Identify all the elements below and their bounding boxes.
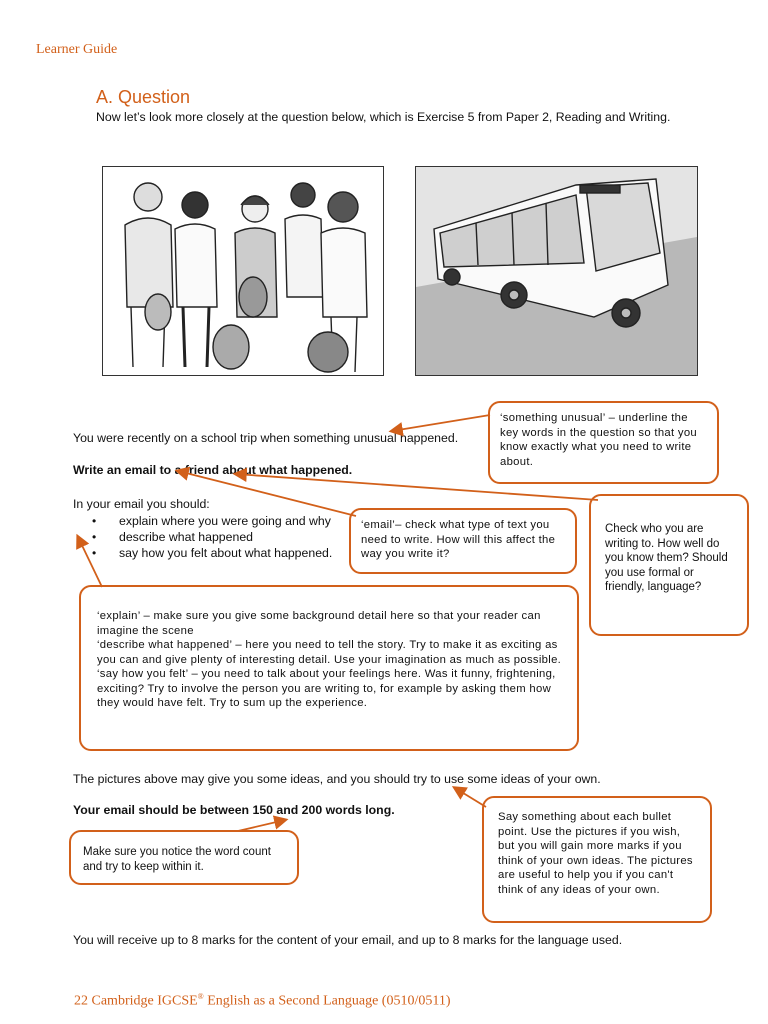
arrow-bullet-point (455, 788, 486, 807)
list-item: • explain where you were going and why (92, 513, 332, 529)
students-illustration (102, 166, 384, 376)
page-footer (74, 992, 451, 1010)
callout-who: Check who you are writing to. How well do you know them? Should you use formal or friendly, language? (589, 494, 749, 636)
callout-word-count: Make sure you notice the word count and try to keep within it. (69, 830, 299, 885)
list-item: • say how you felt about what happened. (92, 545, 332, 561)
section-title: A. Question (96, 87, 191, 107)
callout-explain-text-3: ‘say how you felt’ – you need to talk about your feelings here. Was it funny, frightening, exciting? Try to involve the person you are writing to, for example by asking them how they would have felt. Try to sum up the experience. (97, 668, 556, 709)
question-line-3: In your email you should: (73, 497, 210, 511)
registered-mark: ® (197, 992, 204, 1001)
question-line-4: The pictures above may give you some ideas, and you should try to use some ideas of your own. (73, 772, 601, 786)
callout-bullet-point: Say something about each bullet point. Use the pictures if you wish, but you will gain more marks if you think of your own ideas. The pictures are useful to help you if you can't think of any ideas of your own. (482, 796, 712, 923)
students-drawing (103, 167, 383, 375)
running-header: Learner Guide (36, 42, 118, 57)
bullet-list (92, 513, 332, 561)
callout-explain-text-1: ‘explain’ – make sure you give some background detail here so that your reader can imagine the scene (97, 610, 541, 637)
question-line-5: Your email should be between 150 and 200 words long. (73, 803, 395, 817)
arrow-unusual (392, 415, 490, 431)
footer-suffix: English as a Second Language (0510/0511) (203, 993, 451, 1009)
question-line-1: You were recently on a school trip when something unusual happened. (73, 431, 459, 445)
callout-explain (79, 585, 579, 751)
question-line-2: Write an email to a friend about what happened. (73, 463, 353, 477)
bus-drawing (416, 167, 697, 375)
callout-something-unusual: ‘something unusual’ – underline the key words in the question so that you know exactly what you need to write about. (488, 401, 719, 484)
intro-text: Now let’s look more closely at the question below, which is Exercise 5 from Paper 2, Reading and Writing. (96, 110, 671, 124)
list-item: • describe what happened (92, 529, 332, 545)
bus-illustration (415, 166, 698, 376)
callout-explain-text-2: ‘describe what happened’ – here you need to tell the story. Try to make it as exciting as you can and give plenty of interesting detail. Use your imagination as much as possible. (97, 639, 562, 666)
question-line-6: You will receive up to 8 marks for the content of your email, and up to 8 marks for the language used. (73, 933, 623, 947)
footer-prefix: 22 Cambridge IGCSE (74, 993, 198, 1009)
callout-email: ‘email’– check what type of text you need to write. How will this affect the way you write it? (349, 508, 577, 574)
